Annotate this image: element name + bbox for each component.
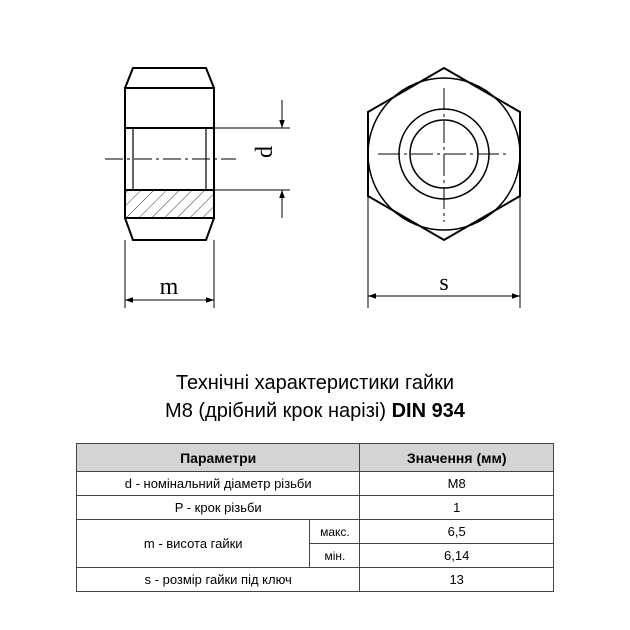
- header-param: Параметри: [77, 444, 360, 472]
- table-header-row: [77, 444, 554, 472]
- dim-d-label: d: [252, 146, 278, 158]
- title-line-2: [0, 398, 630, 424]
- title-standard: DIN 934: [391, 400, 465, 422]
- table-row: [77, 496, 554, 520]
- nut-front-view: [368, 68, 520, 240]
- section-hatch: [126, 191, 213, 217]
- table-row: [77, 520, 554, 544]
- value-cell: 13: [360, 568, 554, 592]
- table-row: [77, 568, 554, 592]
- value-cell: 1: [360, 496, 554, 520]
- param-cell: m - висота гайки: [77, 520, 310, 568]
- value-cell: 6,14: [360, 544, 554, 568]
- param-cell: s - розмір гайки під ключ: [77, 568, 360, 592]
- header-value: Значення (мм): [360, 444, 554, 472]
- value-cell: 6,5: [360, 520, 554, 544]
- dim-s-label: s: [439, 270, 449, 296]
- dim-m-label: m: [159, 274, 179, 300]
- param-cell: P - крок різьби: [77, 496, 360, 520]
- table-row: [77, 472, 554, 496]
- sub-param-cell: макс.: [310, 520, 360, 544]
- param-cell: d - номінальний діаметр різьби: [77, 472, 360, 496]
- title-line-1: Технічні характеристики гайки: [175, 372, 455, 394]
- sub-param-cell: мін.: [310, 544, 360, 568]
- value-cell: М8: [360, 472, 554, 496]
- spec-table: [76, 443, 554, 592]
- title-line-2-prefix: М8 (дрібний крок нарізі): [165, 400, 392, 422]
